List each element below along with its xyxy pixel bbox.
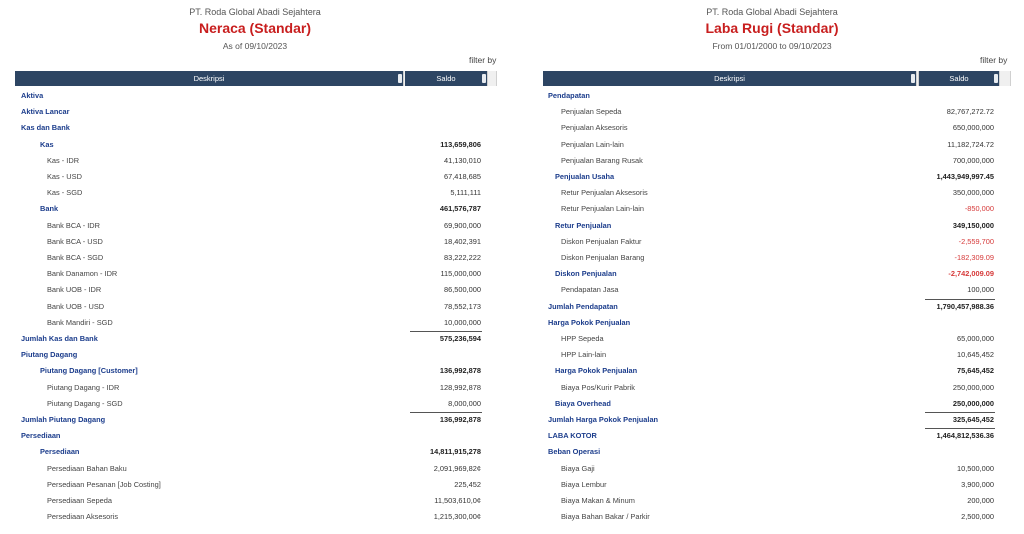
table-row-total[interactable]: [0, 412, 500, 428]
filter-by-link[interactable]: filter by: [469, 55, 497, 65]
table-row-total[interactable]: [520, 412, 1020, 428]
row-label: Persediaan Bahan Baku: [47, 463, 127, 473]
row-value: 8,000,000: [448, 398, 481, 408]
row-value: 78,552,173: [444, 301, 481, 311]
row-value: 86,500,000: [444, 285, 481, 295]
row-label: Jumlah Pendapatan: [548, 301, 618, 311]
row-label: Kas - SGD: [47, 188, 83, 198]
table-row[interactable]: [0, 201, 500, 217]
row-label: Kas: [40, 139, 54, 149]
table-row[interactable]: [520, 266, 1020, 282]
row-value: 5,111,111: [450, 188, 481, 198]
row-value: 1,443,949,997.45: [936, 172, 994, 181]
table-row[interactable]: [0, 347, 500, 363]
row-label: LABA KOTOR: [548, 431, 597, 441]
row-label: Pendapatan: [548, 91, 590, 100]
row-value: 350,000,000: [952, 188, 994, 198]
table-row[interactable]: [0, 185, 500, 201]
column-header-saldo[interactable]: [919, 71, 999, 86]
column-label: Saldo: [436, 74, 456, 83]
table-row[interactable]: [520, 250, 1020, 266]
row-label: Pendapatan Jasa: [561, 285, 619, 295]
company-name: PT. Roda Global Abadi Sejahtera: [189, 7, 321, 17]
table-row[interactable]: [0, 461, 500, 477]
table-row[interactable]: [0, 396, 500, 412]
row-label: HPP Sepeda: [561, 334, 604, 343]
table-row[interactable]: [0, 299, 500, 315]
column-header-deskripsi[interactable]: [15, 71, 403, 86]
table-row[interactable]: [0, 153, 500, 169]
row-label: Piutang Dagang - SGD: [47, 398, 123, 408]
subtotal-rule: [410, 331, 482, 332]
row-label: Kas dan Bank: [21, 123, 70, 133]
row-value: 3,900,000: [961, 479, 994, 489]
row-value: 349,150,000: [952, 220, 994, 230]
row-value: 250,000,000: [952, 398, 994, 408]
table-row[interactable]: [520, 88, 1020, 104]
row-value: 2,091,969,82¢: [433, 463, 481, 473]
table-row[interactable]: [520, 493, 1020, 509]
table-row[interactable]: [0, 363, 500, 379]
column-header-deskripsi[interactable]: [543, 71, 916, 86]
row-label: Persediaan: [21, 431, 61, 441]
table-row[interactable]: [520, 477, 1020, 493]
table-row[interactable]: [0, 315, 500, 331]
row-label: Penjualan Barang Rusak: [561, 155, 643, 165]
table-row[interactable]: [520, 201, 1020, 217]
report-title: Neraca (Standar): [198, 20, 312, 36]
table-row[interactable]: [0, 250, 500, 266]
table-row[interactable]: [520, 331, 1020, 347]
table-row[interactable]: [520, 137, 1020, 153]
table-row[interactable]: [520, 461, 1020, 477]
row-label: Bank Mandiri - SGD: [47, 317, 113, 327]
row-label: Piutang Dagang [Customer]: [40, 366, 138, 376]
subtotal-rule: [410, 412, 482, 413]
table-row[interactable]: [520, 218, 1020, 234]
row-value: 1,790,457,988.36: [936, 301, 994, 311]
row-label: Persediaan: [40, 447, 80, 457]
report-date: As of 09/10/2023: [222, 41, 288, 51]
table-row[interactable]: [0, 477, 500, 493]
table-row[interactable]: [0, 380, 500, 396]
row-label: Biaya Makan & Minum: [561, 496, 635, 505]
row-label: Penjualan Lain-lain: [561, 139, 624, 149]
row-label: Piutang Dagang - IDR: [47, 382, 120, 392]
row-value: 461,576,787: [439, 204, 481, 214]
row-value: 325,645,452: [952, 415, 994, 424]
row-value: 136,992,878: [439, 415, 481, 424]
table-row[interactable]: [0, 444, 500, 460]
row-label: Retur Penjualan Lain-lain: [561, 204, 644, 214]
filter-by-link[interactable]: filter by: [980, 55, 1008, 65]
row-value: 1,464,812,536.36: [936, 431, 994, 441]
row-label: Harga Pokok Penjualan: [548, 317, 631, 327]
row-label: Biaya Pos/Kurir Pabrik: [561, 382, 635, 392]
row-label: Biaya Gaji: [561, 463, 595, 473]
table-row[interactable]: [520, 234, 1020, 250]
column-label: Deskripsi: [193, 74, 225, 83]
sort-handle-icon[interactable]: [482, 74, 486, 83]
row-value: -2,742,009.09: [948, 269, 994, 279]
report-date-range: From 01/01/2000 to 09/10/2023: [712, 41, 832, 51]
row-value: 225,452: [454, 479, 481, 489]
laba-rugi-panel: [520, 0, 1024, 534]
row-value: 136,992,878: [439, 366, 481, 376]
table-row[interactable]: [0, 88, 500, 104]
sort-handle-icon[interactable]: [911, 74, 915, 83]
row-label: Bank BCA - SGD: [47, 253, 104, 262]
row-value: 11,503,610,0¢: [434, 496, 481, 505]
subtotal-rule: [925, 299, 995, 300]
table-row-total[interactable]: [520, 299, 1020, 315]
row-value: 1,215,300,00¢: [433, 512, 481, 522]
scroll-gutter: [487, 71, 497, 86]
column-label: Saldo: [949, 74, 969, 83]
row-label: Diskon Penjualan: [555, 269, 617, 279]
table-row[interactable]: [520, 120, 1020, 136]
row-label: Kas - IDR: [47, 155, 80, 165]
table-row[interactable]: [520, 444, 1020, 460]
table-row[interactable]: [520, 153, 1020, 169]
row-label: Penjualan Usaha: [555, 172, 615, 181]
row-value: 200,000: [967, 496, 994, 505]
sort-handle-icon[interactable]: [398, 74, 402, 83]
row-label: Aktiva Lancar: [21, 107, 70, 117]
row-value: 2,500,000: [961, 512, 994, 522]
table-row[interactable]: [520, 185, 1020, 201]
row-label: Penjualan Aksesoris: [561, 123, 628, 133]
table-row[interactable]: [520, 363, 1020, 379]
row-value: 10,645,452: [957, 350, 994, 360]
scroll-gutter: [999, 71, 1011, 86]
row-value: -850,000: [964, 204, 994, 214]
table-row[interactable]: [0, 104, 500, 120]
row-label: Retur Penjualan: [555, 220, 612, 230]
row-value: 575,236,594: [439, 334, 481, 343]
row-label: Jumlah Harga Pokok Penjualan: [548, 415, 659, 424]
table-row[interactable]: [0, 493, 500, 509]
row-value: 83,222,222: [444, 253, 481, 262]
table-row-total[interactable]: [520, 428, 1020, 444]
row-label: Persediaan Pesanan [Job Costing]: [47, 479, 161, 489]
row-label: Persediaan Aksesoris: [47, 512, 119, 522]
table-row[interactable]: [0, 266, 500, 282]
row-value: 128,992,878: [439, 382, 481, 392]
table-row[interactable]: [520, 380, 1020, 396]
row-value: 18,402,391: [444, 236, 481, 246]
row-value: 11,182,724.72: [947, 139, 994, 149]
row-label: Piutang Dagang: [21, 350, 78, 360]
table-row-total[interactable]: [0, 331, 500, 347]
row-value: 10,000,000: [444, 317, 481, 327]
table-row[interactable]: [0, 218, 500, 234]
row-label: Biaya Overhead: [555, 398, 611, 408]
row-value: -182,309.09: [954, 253, 994, 262]
row-label: Biaya Lembur: [561, 479, 607, 489]
table-row[interactable]: [0, 282, 500, 298]
row-value: 700,000,000: [952, 155, 994, 165]
row-label: Jumlah Piutang Dagang: [21, 415, 106, 424]
row-label: Bank BCA - USD: [47, 236, 103, 246]
row-label: Kas - USD: [47, 172, 82, 181]
row-label: Bank UOB - IDR: [47, 285, 102, 295]
report-title: Laba Rugi (Standar): [705, 20, 839, 36]
row-value: 14,811,915,278: [430, 447, 481, 457]
row-label: Harga Pokok Penjualan: [555, 366, 638, 376]
row-value: -2,559,700: [958, 236, 994, 246]
row-label: HPP Lain-lain: [561, 350, 607, 360]
row-label: Bank BCA - IDR: [47, 220, 100, 230]
row-value: 75,645,452: [957, 366, 994, 376]
table-row[interactable]: [520, 396, 1020, 412]
row-value: 82,767,272.72: [946, 107, 994, 117]
row-value: 650,000,000: [952, 123, 994, 133]
row-label: Persediaan Sepeda: [47, 496, 112, 505]
subtotal-rule: [925, 412, 995, 413]
row-label: Diskon Penjualan Barang: [561, 253, 645, 262]
row-label: Biaya Bahan Bakar / Parkir: [561, 512, 650, 522]
table-header: [543, 71, 1024, 86]
row-label: Diskon Penjualan Faktur: [561, 236, 642, 246]
row-value: 67,418,685: [444, 172, 481, 181]
row-value: 250,000,000: [952, 382, 994, 392]
row-label: Bank: [40, 204, 59, 214]
table-row[interactable]: [0, 120, 500, 136]
neraca-panel: [0, 0, 510, 534]
table-row[interactable]: [520, 282, 1020, 298]
table-row[interactable]: [520, 347, 1020, 363]
row-value: 115,000,000: [440, 269, 481, 279]
row-value: 10,500,000: [957, 463, 994, 473]
table-row[interactable]: [520, 169, 1020, 185]
row-label: Aktiva: [21, 91, 44, 100]
company-name: PT. Roda Global Abadi Sejahtera: [706, 7, 838, 17]
row-label: Bank Danamon - IDR: [47, 269, 118, 279]
row-label: Retur Penjualan Aksesoris: [561, 188, 648, 198]
row-value: 113,659,806: [440, 139, 481, 149]
row-label: Beban Operasi: [548, 447, 601, 457]
row-value: 100,000: [967, 285, 994, 295]
table-row[interactable]: [0, 234, 500, 250]
table-row[interactable]: [0, 169, 500, 185]
table-row[interactable]: [520, 315, 1020, 331]
row-label: Penjualan Sepeda: [561, 107, 622, 117]
column-header-saldo[interactable]: [405, 71, 487, 86]
subtotal-rule: [925, 428, 995, 429]
table-row[interactable]: [520, 509, 1020, 525]
row-label: Jumlah Kas dan Bank: [21, 334, 98, 343]
row-value: 41,130,010: [444, 155, 481, 165]
row-label: Bank UOB - USD: [47, 301, 105, 311]
table-row[interactable]: [0, 137, 500, 153]
row-value: 69,900,000: [444, 220, 481, 230]
table-row[interactable]: [0, 428, 500, 444]
row-value: 65,000,000: [957, 334, 994, 343]
column-label: Deskripsi: [714, 74, 745, 83]
table-row[interactable]: [0, 509, 500, 525]
table-header: [15, 71, 495, 86]
table-row[interactable]: [520, 104, 1020, 120]
sort-handle-icon[interactable]: [994, 74, 998, 83]
